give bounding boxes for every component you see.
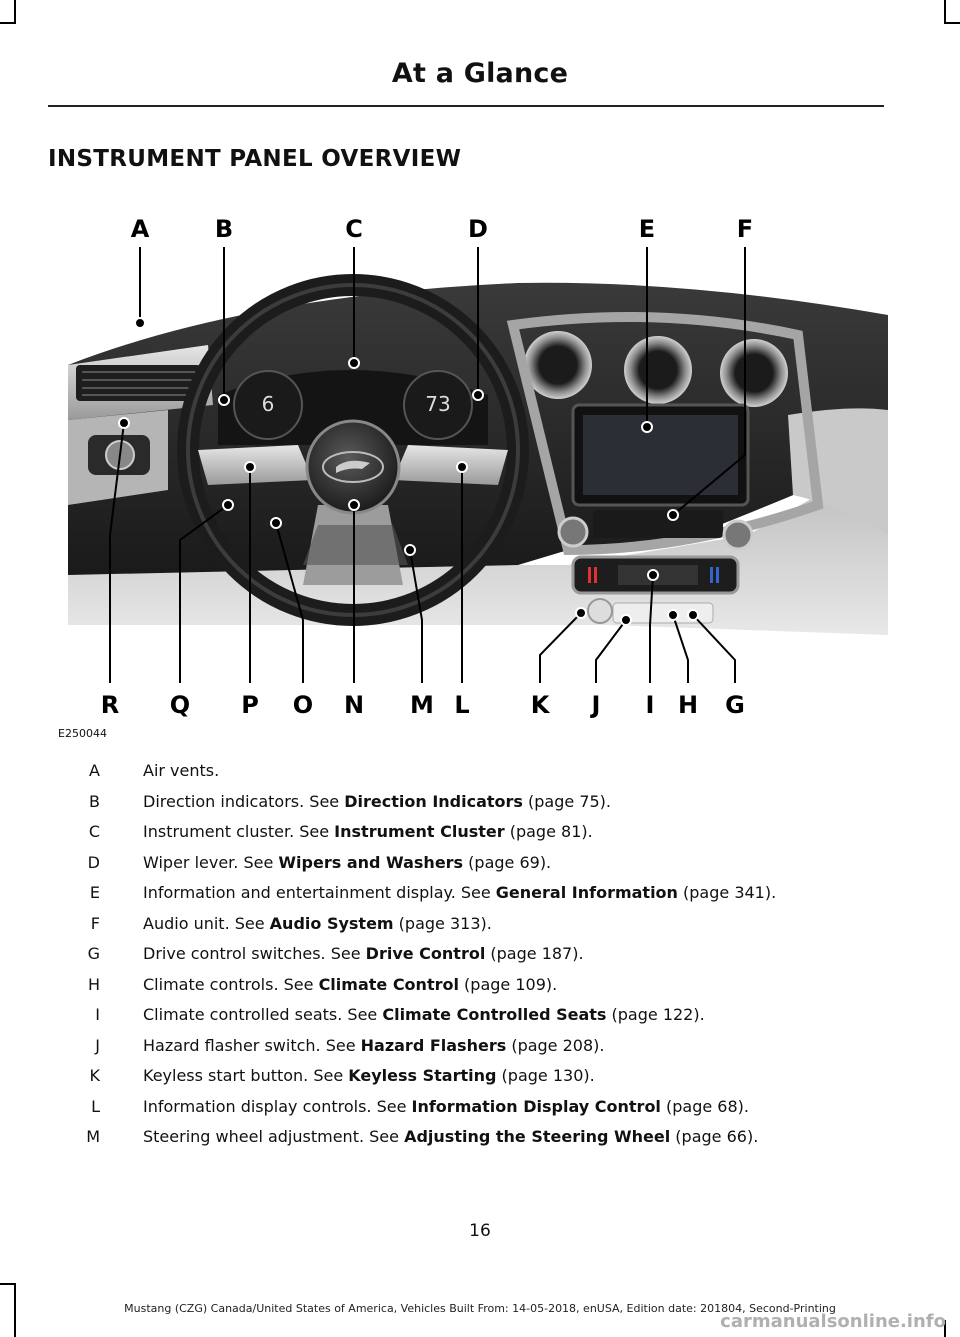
page-footer: Mustang (CZG) Canada/United States of America, Vehicles Built From: 14-05-2018, enUSA, Edition date: 201804, Second-Printing (124, 1302, 836, 1315)
legend-letter: F (90, 913, 100, 933)
legend-row-l (48, 1097, 908, 1128)
cross-reference-link[interactable]: Information Display Control (411, 1096, 661, 1116)
callout-f: F (736, 215, 754, 243)
legend-description: Climate controls. See Climate Control (page 109). (143, 974, 558, 994)
legend-description: Audio unit. See Audio System (page 313). (143, 913, 492, 933)
crop-mark-top-left-v (14, 0, 16, 24)
callout-p: P (241, 691, 259, 719)
callout-i: I (645, 691, 655, 719)
legend-letter: D (87, 852, 100, 872)
instrument-panel-figure (48, 205, 888, 745)
instrument-panel-illustration (48, 205, 888, 745)
legend-letter: K (89, 1066, 100, 1085)
callout-c: C (345, 215, 363, 243)
cross-reference-link[interactable]: Climate Controlled Seats (382, 1005, 607, 1024)
page-number: 16 (469, 1221, 491, 1241)
cross-reference-link[interactable]: Wipers and Washers (278, 852, 464, 872)
legend-description: Information display controls. See Information Display Control (page 68). (143, 1096, 749, 1116)
speedometer-readout: 73 (425, 392, 451, 416)
cross-reference-link[interactable]: Instrument Cluster (334, 822, 505, 841)
legend-row-h (48, 975, 908, 1006)
callout-j: J (591, 691, 601, 719)
legend-letter: E (89, 883, 100, 902)
crop-mark-bottom-left-h (0, 1283, 16, 1285)
legend-row-k (48, 1066, 908, 1097)
cross-reference-link[interactable]: Keyless Starting (348, 1066, 497, 1085)
cross-reference-link[interactable]: Direction Indicators (344, 791, 523, 811)
page-header-title: At a Glance (391, 58, 569, 89)
callout-q: Q (169, 691, 191, 719)
legend-row-c (48, 822, 908, 853)
legend-letter: B (89, 791, 100, 811)
header-rule (48, 105, 884, 107)
callout-k: K (530, 691, 550, 719)
legend-row-b (48, 792, 908, 823)
callout-d: D (468, 215, 488, 243)
callout-b: B (214, 215, 234, 243)
legend-row-m (48, 1127, 908, 1158)
cross-reference-link[interactable]: Drive Control (365, 944, 486, 963)
callout-a: A (130, 215, 150, 243)
legend-description: Climate controlled seats. See Climate Controlled Seats (page 122). (143, 1005, 705, 1024)
legend-row-i (48, 1005, 908, 1036)
cross-reference-link[interactable]: General Information (495, 883, 678, 902)
callout-o: O (292, 691, 314, 719)
legend-letter: I (95, 1005, 100, 1024)
cross-reference-link[interactable]: Climate Control (318, 974, 459, 994)
legend-description: Steering wheel adjustment. See Adjusting the Steering Wheel (page 66). (143, 1127, 759, 1146)
section-title: INSTRUMENT PANEL OVERVIEW (48, 146, 462, 172)
callout-e: E (638, 215, 656, 243)
legend-description: Keyless start button. See Keyless Starting (page 130). (143, 1066, 595, 1085)
legend-letter: C (88, 822, 100, 841)
legend-letter: H (87, 974, 100, 994)
legend-row-a (48, 761, 908, 792)
legend-description: Hazard flasher switch. See Hazard Flashers (page 208). (143, 1035, 605, 1055)
cross-reference-link[interactable]: Audio System (269, 913, 394, 933)
tachometer-readout: 6 (261, 392, 275, 416)
callout-m: M (410, 691, 434, 719)
legend-letter: G (87, 944, 100, 963)
figure-code: E250044 (58, 727, 107, 740)
legend-letter: L (91, 1096, 100, 1116)
callout-r: R (100, 691, 120, 719)
callout-g: G (725, 691, 745, 719)
legend-row-f (48, 914, 908, 945)
legend-description: Air vents. (143, 761, 220, 780)
watermark: carmanualsonline.info (720, 1311, 946, 1332)
legend-description: Direction indicators. See Direction Indicators (page 75). (143, 791, 611, 811)
callout-n: N (343, 691, 365, 719)
crop-mark-top-right-v (944, 0, 946, 24)
callout-h: H (677, 691, 699, 719)
legend-description: Information and entertainment display. See General Information (page 341). (143, 883, 777, 902)
legend-row-d (48, 853, 908, 884)
crop-mark-top-left-h (0, 22, 16, 24)
cross-reference-link[interactable]: Hazard Flashers (360, 1035, 507, 1055)
cross-reference-link[interactable]: Adjusting the Steering Wheel (404, 1127, 671, 1146)
legend-letter: J (95, 1035, 100, 1055)
crop-mark-top-right-h (944, 22, 960, 24)
legend-letter: A (89, 761, 100, 780)
legend-description: Instrument cluster. See Instrument Cluster (page 81). (143, 822, 593, 841)
legend-description: Wiper lever. See Wipers and Washers (page 69). (143, 852, 552, 872)
legend-row-g (48, 944, 908, 975)
legend-row-e (48, 883, 908, 914)
legend-description: Drive control switches. See Drive Control (page 187). (143, 944, 584, 963)
legend-letter: M (86, 1127, 100, 1146)
callout-l: L (454, 691, 470, 719)
legend-row-j (48, 1036, 908, 1067)
callout-legend (48, 761, 908, 1158)
